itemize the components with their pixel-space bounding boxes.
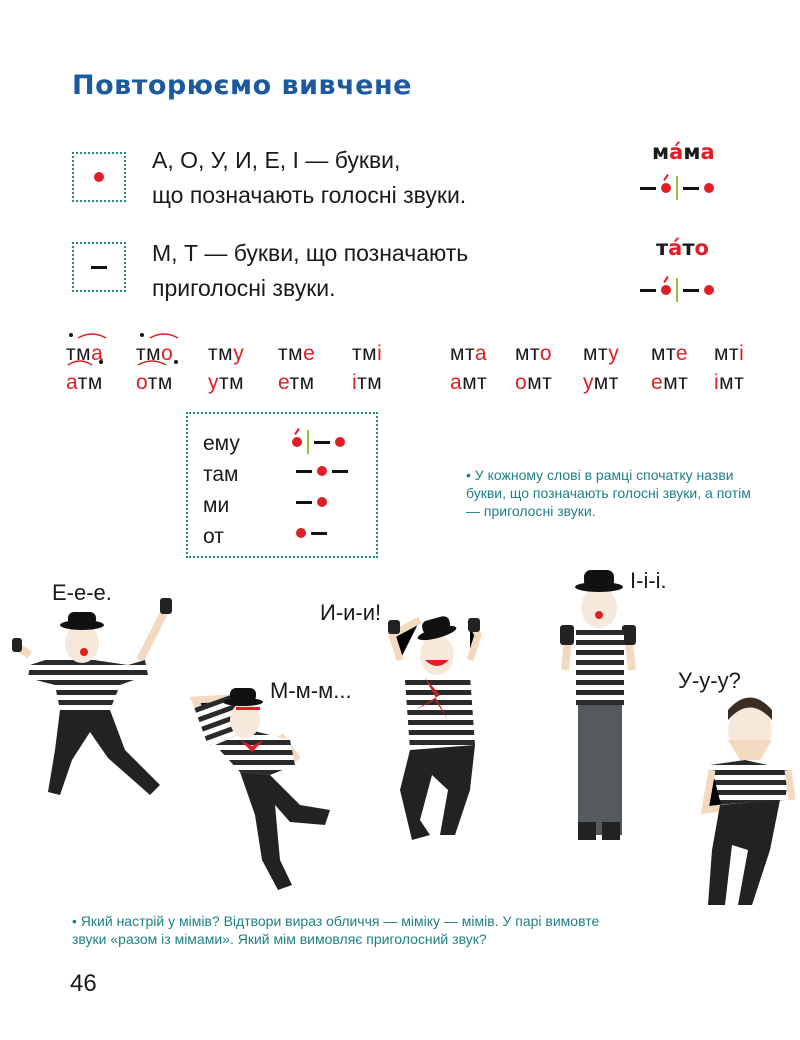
syllable: амт [450, 371, 488, 394]
syllable: тме [278, 342, 316, 365]
word: ми [203, 494, 230, 517]
vowel-rule-line-2: що позначають голосні звуки. [152, 182, 467, 208]
mime-5 [705, 698, 792, 906]
bullet-icon: • [72, 913, 81, 929]
consonant-rule [152, 236, 468, 306]
task-note-text: У кожному слові в рамці спочатку назви букви, що позначають голосні звуки, а потім — приголосні звуки. [466, 467, 751, 519]
vowel-dot-icon [317, 466, 327, 476]
bottom-note-line-1: • Який настрій у мімів? Відтвори вираз обличчя — міміку — мімів. У парі вимовте [72, 913, 600, 929]
mime-shout-4: І-і-і. [630, 568, 667, 593]
mime-shout-3: И-и-и! [320, 600, 382, 625]
consonant-dash-icon [683, 187, 699, 190]
syllable-row-2 [450, 371, 759, 395]
bottom-note-line-2: звуки «разом із мімами». Який мім вимовляє приголосний звук? [72, 931, 487, 947]
mimes-illustration [0, 560, 800, 920]
mime-4 [560, 570, 636, 840]
syllable: тма [66, 342, 104, 365]
stressed-vowel-icon [661, 183, 671, 193]
syllable: емт [651, 371, 689, 394]
vowel-dot-icon [704, 285, 714, 295]
page-number: 46 [70, 970, 97, 997]
consonant-symbol-box [72, 242, 126, 292]
vowel-dot-icon [704, 183, 714, 193]
schema-my [296, 497, 327, 507]
letter: т [656, 236, 669, 260]
syllable: отм [136, 371, 173, 394]
syllable-row-2 [66, 371, 402, 395]
letter: м [652, 140, 670, 164]
syllable: атм [66, 371, 103, 394]
word: от [203, 525, 224, 548]
consonant-rule-line-1: М, Т — букви, що позначають [152, 240, 469, 266]
consonant-dash-icon [683, 289, 699, 292]
consonant-dash-icon [296, 470, 312, 473]
syllable-row-1 [66, 342, 402, 366]
letter: т [682, 236, 695, 260]
consonant-dash-icon [314, 441, 330, 444]
consonant-dash-icon [296, 501, 312, 504]
word-list [203, 428, 240, 552]
stressed-vowel-icon [292, 437, 302, 447]
syllable: тмі [352, 342, 383, 365]
mime-3 [388, 615, 480, 840]
letter-vowel: а [700, 140, 715, 164]
schema-ot [296, 528, 327, 538]
bullet-icon: • [466, 467, 475, 483]
vowel-dot-icon [296, 528, 306, 538]
task-note [466, 466, 756, 520]
consonant-dash-icon [640, 187, 656, 190]
syllable: мто [515, 342, 553, 365]
vowel-rule [152, 143, 466, 213]
consonant-dash-icon [91, 266, 107, 269]
letter-vowel: á [669, 140, 684, 164]
letter-vowel: á [668, 236, 683, 260]
syllable: омт [515, 371, 553, 394]
mime-shout-2: М-м-м... [270, 678, 352, 703]
syllable: мту [583, 342, 620, 365]
stressed-vowel-icon [661, 285, 671, 295]
syllable: імт [714, 371, 745, 394]
syllable: мті [714, 342, 745, 365]
vowel-dot-icon [335, 437, 345, 447]
schema-tam [296, 466, 348, 476]
consonant-dash-icon [640, 289, 656, 292]
syllable: умт [583, 371, 619, 394]
example-word-tato [656, 236, 709, 260]
syllable-divider-icon [676, 278, 678, 302]
vowel-dot-icon [317, 497, 327, 507]
word: там [203, 463, 239, 486]
syllable: мте [651, 342, 689, 365]
word-frame [186, 412, 378, 558]
mime-2 [194, 688, 330, 890]
consonant-rule-line-2: приголосні звуки. [152, 275, 336, 301]
vowel-rule-line-1: А, О, У, И, Е, І — букви, [152, 147, 401, 173]
example-word-mama [652, 140, 715, 164]
example-schema-mama [640, 176, 714, 200]
word: ему [203, 432, 240, 455]
syllable: тму [208, 342, 245, 365]
syllable: утм [208, 371, 245, 394]
syllable-divider-icon [307, 430, 309, 454]
page-title: Повторюємо вивчене [72, 70, 412, 101]
vowel-symbol-box [72, 152, 126, 202]
syllable: мта [450, 342, 488, 365]
syllable: тмо [136, 342, 174, 365]
mime-shout-5: У-у-у? [678, 668, 741, 693]
example-schema-tato [640, 278, 714, 302]
mime-1 [12, 598, 172, 795]
letter-vowel: о [694, 236, 709, 260]
letter: м [683, 140, 701, 164]
mime-shout-1: Е-е-е. [52, 580, 112, 605]
bottom-note [72, 912, 692, 948]
syllable: ітм [352, 371, 383, 394]
schema-emu [292, 430, 345, 454]
syllable: етм [278, 371, 315, 394]
syllable-divider-icon [676, 176, 678, 200]
vowel-dot-icon [94, 172, 104, 182]
syllable-row-1 [450, 342, 759, 366]
consonant-dash-icon [311, 532, 327, 535]
consonant-dash-icon [332, 470, 348, 473]
